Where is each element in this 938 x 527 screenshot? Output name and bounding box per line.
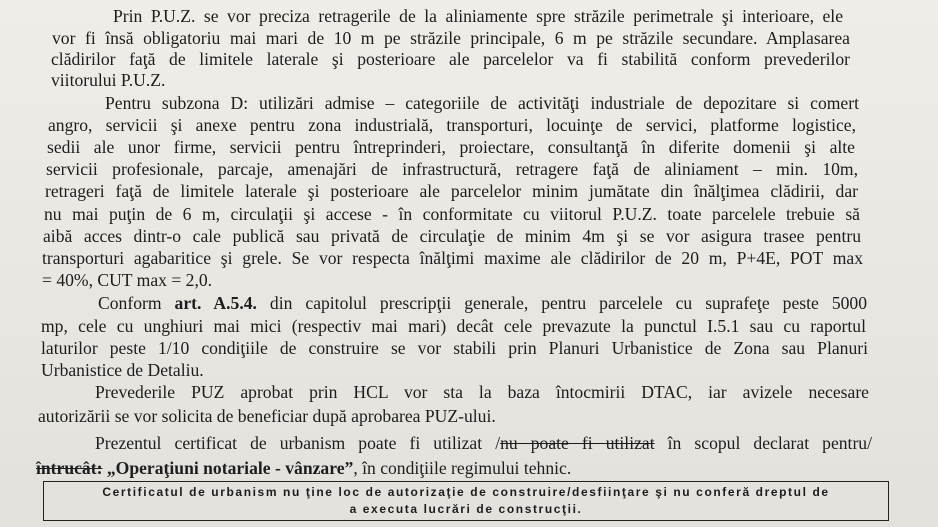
text-line — [98, 292, 867, 314]
text-line: sedii ale unor firme, servicii pentru întreprinderi, proiectare, consultanţă în diferite domenii şi alte — [47, 137, 855, 157]
text-line: Urbanistice de Detaliu. — [41, 360, 204, 380]
text-segment: din capitolul prescripţii generale, pentru parcelele cu suprafeţe peste 5000 — [256, 293, 868, 313]
legal-notice-box — [43, 481, 889, 521]
text-line: retrageri faţă de limitele laterale şi posterioare ale parcelelor minim jumătate din înălţimea clădirii, dar — [45, 181, 858, 201]
notice-line: Certificatul de urbanism nu ţine loc de autorizaţie de construire/desfiinţare şi nu conferă dreptul de — [102, 485, 830, 499]
text-line: viitorului P.U.Z. — [51, 70, 166, 90]
text-line: angro, servicii şi anexe pentru zona industrială, transporturi, locuinţe de servici, platforme logistice, — [48, 115, 856, 135]
text-line: clădirilor faţă de limitele laterale şi posterioare ale parcelelor va fi stabilită conform prevederilor — [51, 49, 850, 69]
text-segment: Conform — [98, 293, 175, 313]
text-line — [95, 432, 872, 454]
text-segment: , în condiţiile regimului tehnic. — [353, 458, 572, 478]
text-line: laturilor peste 1/10 condiţiile de construire se vor stabili prin Planuri Urbanistice de Zona sau Planuri — [41, 338, 868, 358]
text-line: Prin P.U.Z. se vor preciza retragerile de la aliniamente spre străzile perimetrale şi interioare, ele — [113, 6, 843, 26]
text-line: vor fi însă obligatoriu mai mari de 10 m pe străzile principale, 6 m pe străzile secundare. Amplasarea — [52, 28, 850, 48]
declared-purpose: „Operaţiuni notariale - vânzare” — [102, 458, 354, 478]
text-segment: în scopul declarat pentru/ — [654, 433, 872, 453]
text-line: servicii profesionale, parcaje, amenajări de infrastructură, retragere faţă de aliniament – min. 10m, — [46, 159, 858, 179]
text-line: Prevederile PUZ aprobat prin HCL vor sta la baza întocmirii DTAC, iar avizele necesare — [95, 382, 869, 402]
text-line: mp, cele cu unghiuri mai mici (respectiv mai mari) decât cele prevazute la punctul I.5.1 sau cu raportul — [41, 316, 866, 336]
notice-line: a executa lucrări de construcţii. — [349, 502, 583, 516]
text-segment: Prezentul certificat de urbanism poate fi utilizat / — [95, 433, 501, 453]
text-line: autorizării se vor solicita de beneficiar după aprobarea PUZ-ului. — [38, 406, 496, 426]
text-line: aibă acces dintr-o cale publică sau privată de circulaţie de minim 4m şi se vor asigura trasee pentru — [43, 226, 861, 246]
article-reference: art. A.5.4. — [174, 293, 257, 313]
text-line: = 40%, CUT max = 2,0. — [42, 270, 213, 290]
text-line: nu mai puţin de 6 m, circulaţii şi accese - în conformitate cu viitorul P.U.Z. toate parcelele trebuie să — [44, 204, 860, 224]
text-line: transporturi agabaritice şi grele. Se vor respecta înălţimi maxime ale clădirilor de 20 m, P+4E, POT max — [42, 248, 863, 268]
text-line: Pentru subzona D: utilizări admise – categoriile de activităţi industriale de depozitare si comert — [105, 93, 859, 113]
struck-text: întrucât: — [36, 458, 103, 478]
text-line — [36, 457, 938, 479]
struck-text: nu poate fi utilizat — [500, 433, 655, 453]
